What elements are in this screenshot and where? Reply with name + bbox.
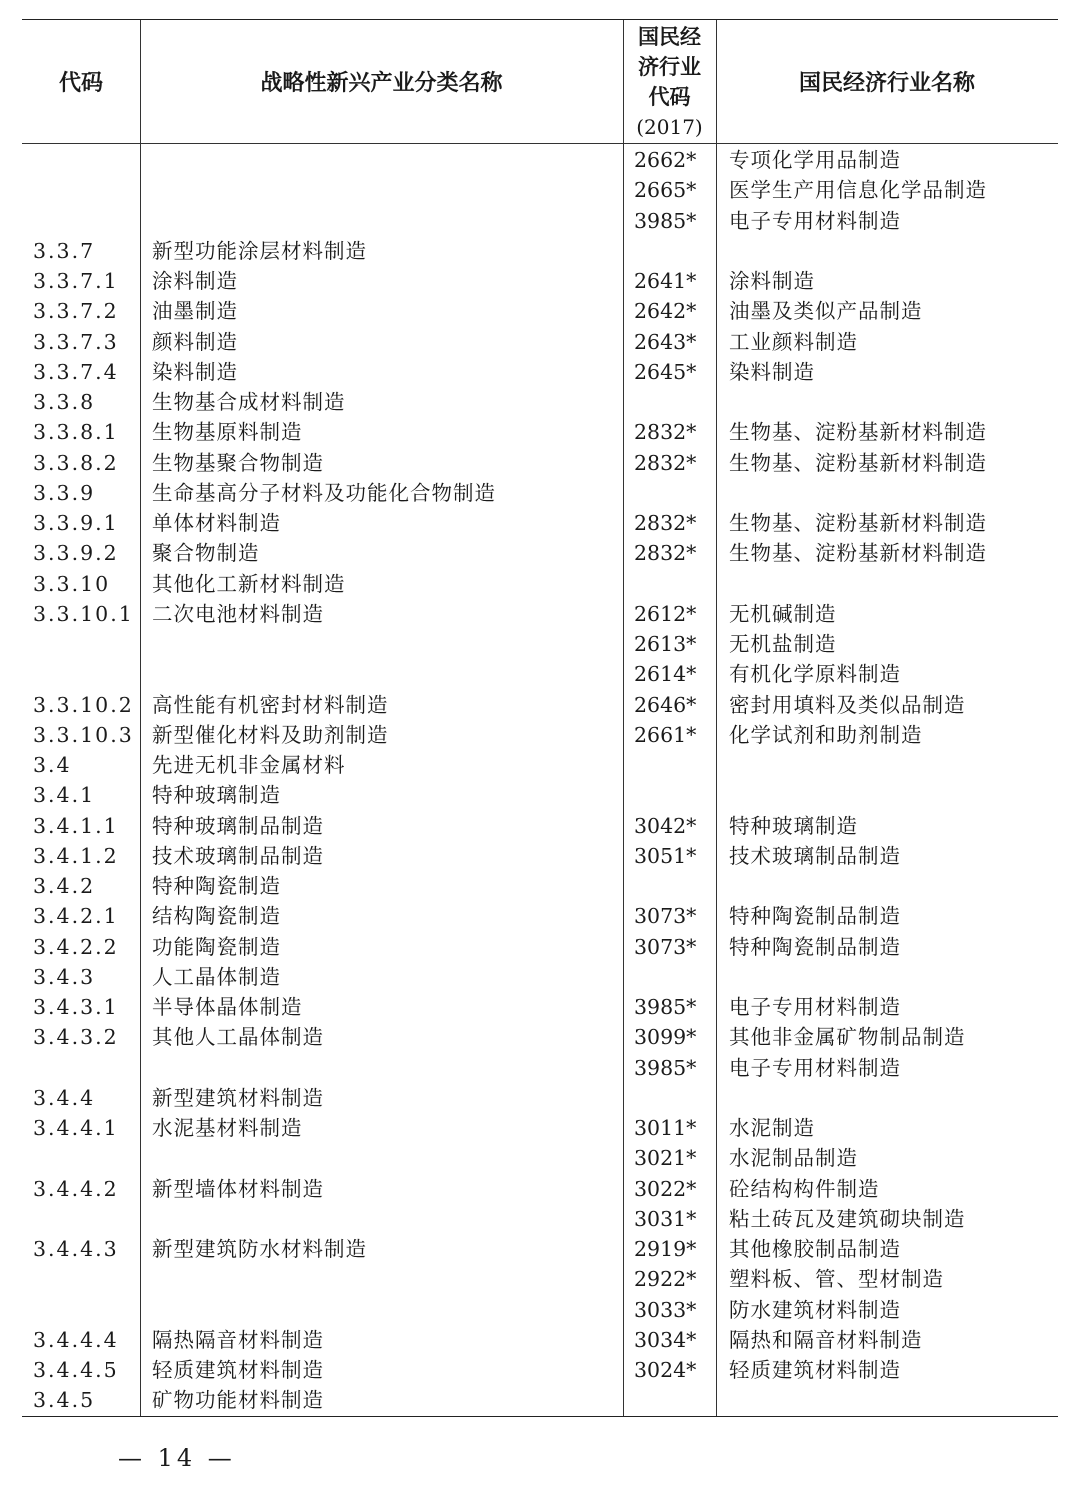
table-row (22, 1355, 1058, 1385)
row-national-industry-name: 无机碱制造 (729, 601, 837, 626)
row-category-name: 生物基合成材料制造 (152, 390, 346, 414)
row-code: 3.3.7.2 (33, 299, 119, 324)
table-row (22, 357, 1058, 387)
row-category-name: 涂料制造 (152, 269, 238, 293)
row-category-name: 隔热隔音材料制造 (152, 1327, 324, 1352)
table-row (22, 841, 1058, 871)
header-category-name: 战略性新兴产业分类名称 (260, 71, 503, 96)
table-row (22, 1264, 1058, 1294)
row-code: 3.3.7.1 (33, 269, 119, 293)
header-national-code (623, 20, 716, 143)
row-national-industry-name: 特种陶瓷制品制造 (729, 934, 901, 959)
row-national-code: 3033* (634, 1297, 697, 1322)
row-code: 3.4.1.2 (33, 843, 119, 868)
row-category-name: 半导体晶体制造 (152, 995, 303, 1019)
row-national-industry-name: 水泥制品制造 (729, 1146, 858, 1171)
table-row (22, 206, 1058, 236)
header-national-code-year: (2017) (636, 114, 703, 139)
table-row (22, 1053, 1058, 1083)
row-national-code: 2613* (634, 632, 697, 656)
row-category-name: 特种玻璃制造 (152, 783, 281, 808)
row-code: 3.3.8.1 (33, 420, 119, 445)
row-national-industry-name: 轻质建筑材料制造 (729, 1358, 901, 1382)
row-national-industry-name: 涂料制造 (729, 269, 815, 293)
table-row (22, 538, 1058, 568)
row-national-industry-name: 其他非金属矿物制品制造 (729, 1025, 966, 1050)
row-national-code: 2614* (634, 662, 697, 687)
table-row (22, 1204, 1058, 1234)
row-national-code: 2612* (634, 601, 697, 626)
row-code: 3.3.8.2 (33, 450, 119, 475)
row-category-name: 水泥基材料制造 (152, 1116, 303, 1140)
row-national-code: 3985* (634, 1055, 697, 1080)
row-code: 3.4.4.5 (33, 1358, 119, 1382)
row-national-industry-name: 特种玻璃制造 (729, 813, 858, 838)
table-row (22, 296, 1058, 326)
table-row (22, 811, 1058, 841)
table-header (22, 20, 1058, 144)
table-row (22, 992, 1058, 1022)
header-national-code-line: 济行业 (638, 54, 701, 79)
row-code: 3.3.7.3 (33, 329, 119, 354)
row-category-name: 生命基高分子材料及功能化合物制造 (152, 480, 496, 505)
table-row (22, 1174, 1058, 1204)
row-code: 3.4.4.1 (33, 1116, 119, 1140)
row-national-code: 3021* (634, 1146, 697, 1171)
row-national-code: 2645* (634, 359, 697, 384)
table-row (22, 1234, 1058, 1264)
table-row (22, 417, 1058, 447)
table-row (22, 1295, 1058, 1325)
row-category-name: 新型催化材料及助剂制造 (152, 722, 389, 747)
header-national-code-line: 代码 (648, 84, 691, 109)
table-row (22, 266, 1058, 296)
table-row (22, 1113, 1058, 1143)
table-row (22, 569, 1058, 599)
row-national-code: 2662* (634, 148, 697, 172)
row-national-code: 2832* (634, 420, 697, 445)
row-national-industry-name: 工业颜料制造 (729, 329, 858, 354)
row-national-code: 3022* (634, 1176, 697, 1201)
header-code: 代码 (58, 71, 103, 96)
row-category-name: 新型建筑防水材料制造 (152, 1237, 367, 1261)
row-national-code: 3011* (634, 1116, 697, 1140)
row-national-industry-name: 塑料板、管、型材制造 (729, 1267, 944, 1292)
row-national-industry-name: 生物基、淀粉基新材料制造 (729, 450, 987, 475)
row-category-name: 轻质建筑材料制造 (152, 1358, 324, 1382)
row-category-name: 功能陶瓷制造 (152, 934, 281, 959)
row-code: 3.3.8 (33, 390, 96, 414)
row-category-name: 其他化工新材料制造 (152, 571, 346, 596)
row-category-name: 高性能有机密封材料制造 (152, 692, 389, 717)
row-category-name: 生物基聚合物制造 (152, 450, 324, 475)
row-national-code: 2661* (634, 722, 697, 747)
row-national-code: 3051* (634, 843, 697, 868)
table-row (22, 448, 1058, 478)
row-national-code: 3073* (634, 904, 697, 929)
row-category-name: 单体材料制造 (152, 511, 281, 535)
row-code: 3.3.9.2 (33, 541, 119, 566)
row-code: 3.3.10.2 (33, 692, 134, 717)
row-national-code: 3034* (634, 1327, 697, 1352)
row-national-industry-name: 生物基、淀粉基新材料制造 (729, 541, 987, 566)
row-national-code: 2642* (634, 299, 697, 324)
row-national-industry-name: 有机化学原料制造 (729, 662, 901, 687)
table-row (22, 962, 1058, 992)
row-category-name: 聚合物制造 (152, 541, 260, 566)
header-national-industry-name: 国民经济行业名称 (798, 71, 975, 96)
row-code: 3.4.2.1 (33, 904, 119, 929)
row-national-industry-name: 技术玻璃制品制造 (729, 843, 901, 868)
row-code: 3.3.7.4 (33, 359, 119, 384)
table-row (22, 871, 1058, 901)
row-national-code: 2641* (634, 269, 697, 293)
row-national-industry-name: 其他橡胶制品制造 (729, 1237, 901, 1261)
classification-table (22, 19, 1058, 1417)
row-national-industry-name: 电子专用材料制造 (729, 1055, 901, 1080)
table-row (22, 1385, 1058, 1415)
row-national-code: 2832* (634, 541, 697, 566)
table-row (22, 690, 1058, 720)
row-category-name: 结构陶瓷制造 (152, 904, 281, 929)
table-row (22, 750, 1058, 780)
table-row (22, 1143, 1058, 1173)
row-category-name: 特种陶瓷制造 (152, 874, 281, 898)
row-code: 3.4.4.3 (33, 1237, 119, 1261)
row-code: 3.4.3.2 (33, 1025, 119, 1050)
row-national-industry-name: 电子专用材料制造 (729, 208, 901, 233)
row-category-name: 油墨制造 (152, 299, 238, 324)
row-category-name: 技术玻璃制品制造 (152, 843, 324, 868)
row-category-name: 先进无机非金属材料 (152, 753, 346, 777)
table-row (22, 145, 1058, 175)
row-code: 3.3.10 (33, 571, 111, 596)
row-national-code: 2643* (634, 329, 697, 354)
row-national-code: 3024* (634, 1358, 697, 1382)
table-row (22, 1083, 1058, 1113)
row-code: 3.3.10.3 (33, 722, 134, 747)
row-national-industry-name: 生物基、淀粉基新材料制造 (729, 511, 987, 535)
row-national-industry-name: 防水建筑材料制造 (729, 1297, 901, 1322)
table-row (22, 720, 1058, 750)
row-national-industry-name: 电子专用材料制造 (729, 995, 901, 1019)
table-row (22, 901, 1058, 931)
row-national-industry-name: 专项化学用品制造 (729, 148, 901, 172)
table-row (22, 780, 1058, 810)
row-national-code: 3099* (634, 1025, 697, 1050)
row-national-industry-name: 密封用填料及类似品制造 (729, 692, 966, 717)
row-national-code: 2832* (634, 511, 697, 535)
row-code: 3.4.2.2 (33, 934, 119, 959)
row-national-code: 3985* (634, 995, 697, 1019)
row-category-name: 颜料制造 (152, 329, 238, 354)
row-national-industry-name: 粘土砖瓦及建筑砌块制造 (729, 1206, 966, 1231)
table-row (22, 629, 1058, 659)
row-code: 3.3.9 (33, 480, 96, 505)
row-national-industry-name: 砼结构构件制造 (729, 1176, 880, 1201)
row-national-code: 3985* (634, 208, 697, 233)
table-row (22, 599, 1058, 629)
table-row (22, 327, 1058, 357)
row-national-industry-name: 染料制造 (729, 359, 815, 384)
row-category-name: 人工晶体制造 (152, 964, 281, 989)
row-national-industry-name: 特种陶瓷制品制造 (729, 904, 901, 929)
table-row (22, 387, 1058, 417)
row-code: 3.4.1.1 (33, 813, 119, 838)
row-code: 3.3.7 (33, 238, 96, 263)
row-national-code: 3073* (634, 934, 697, 959)
table-row (22, 478, 1058, 508)
row-code: 3.4.4.4 (33, 1327, 119, 1352)
table-body (22, 145, 1058, 1416)
row-code: 3.4.1 (33, 783, 96, 808)
table-row (22, 1022, 1058, 1052)
row-national-industry-name: 油墨及类似产品制造 (729, 299, 923, 324)
row-category-name: 生物基原料制造 (152, 420, 303, 445)
row-national-industry-name: 无机盐制造 (729, 632, 837, 656)
row-code: 3.4.3 (33, 964, 96, 989)
row-national-code: 2832* (634, 450, 697, 475)
row-code: 3.4 (33, 753, 72, 777)
row-national-industry-name: 隔热和隔音材料制造 (729, 1327, 923, 1352)
row-code: 3.4.2 (33, 874, 96, 898)
row-national-code: 3031* (634, 1206, 697, 1231)
row-category-name: 染料制造 (152, 359, 238, 384)
table-row (22, 508, 1058, 538)
header-national-code-line: 国民经 (638, 24, 701, 49)
row-category-name: 其他人工晶体制造 (152, 1025, 324, 1050)
row-category-name: 新型建筑材料制造 (152, 1085, 324, 1110)
row-category-name: 矿物功能材料制造 (152, 1388, 324, 1413)
row-code: 3.3.10.1 (33, 601, 134, 626)
table-row (22, 932, 1058, 962)
row-national-industry-name: 生物基、淀粉基新材料制造 (729, 420, 987, 445)
row-category-name: 特种玻璃制品制造 (152, 813, 324, 838)
row-national-industry-name: 化学试剂和助剂制造 (729, 722, 923, 747)
row-national-code: 2646* (634, 692, 697, 717)
row-code: 3.4.4 (33, 1085, 96, 1110)
row-national-code: 2922* (634, 1267, 697, 1292)
table-row (22, 175, 1058, 205)
row-national-industry-name: 医学生产用信息化学品制造 (729, 178, 987, 203)
row-code: 3.4.3.1 (33, 995, 119, 1019)
row-category-name: 新型墙体材料制造 (152, 1176, 324, 1201)
row-national-industry-name: 水泥制造 (729, 1116, 815, 1140)
table-row (22, 236, 1058, 266)
row-code: 3.4.5 (33, 1388, 96, 1413)
table-row (22, 1325, 1058, 1355)
row-code: 3.3.9.1 (33, 511, 119, 535)
row-national-code: 2919* (634, 1237, 697, 1261)
row-national-code: 2665* (634, 178, 697, 203)
table-row (22, 659, 1058, 689)
row-national-code: 3042* (634, 813, 697, 838)
page-number: — 14 — (118, 1444, 236, 1472)
row-category-name: 新型功能涂层材料制造 (152, 238, 367, 263)
row-category-name: 二次电池材料制造 (152, 601, 324, 626)
row-code: 3.4.4.2 (33, 1176, 119, 1201)
